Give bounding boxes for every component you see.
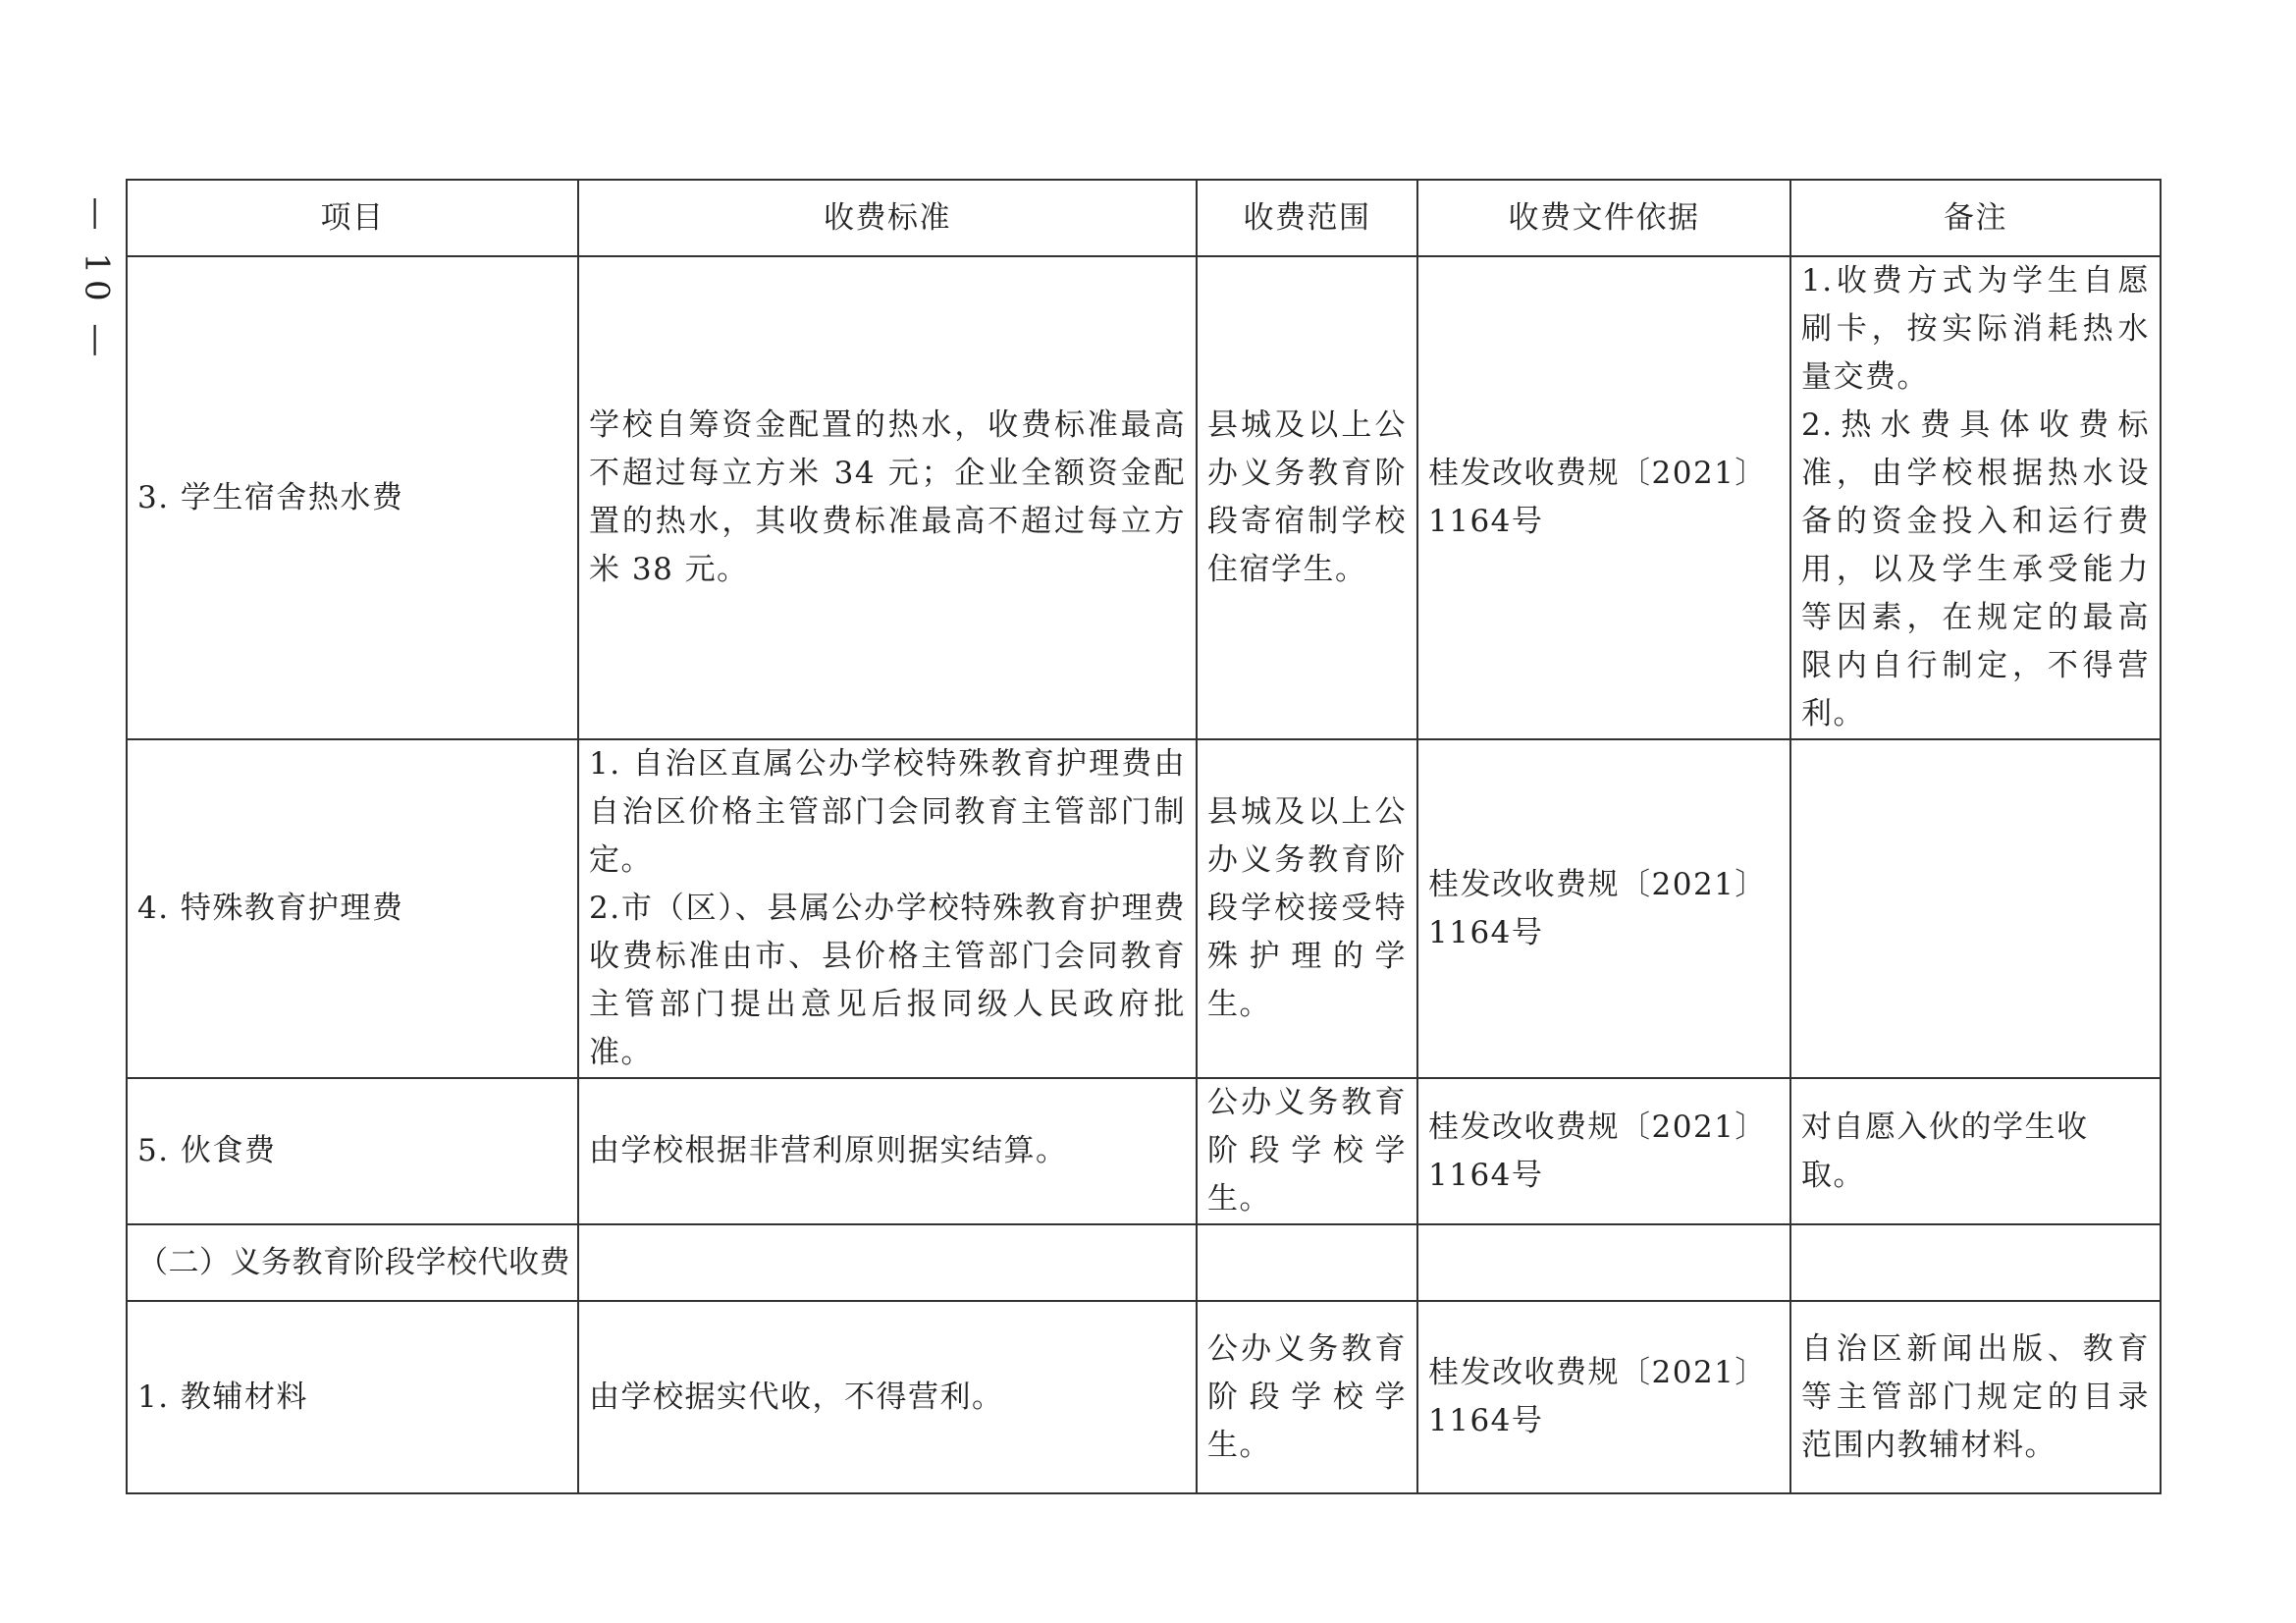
basis-cell: 桂发改收费规〔2021〕1164号 — [1417, 739, 1790, 1078]
header-remark: 备注 — [1790, 180, 2161, 256]
item-cell: 4. 特殊教育护理费 — [127, 739, 578, 1078]
scope-cell: 公办义务教育阶段学校学生。 — [1197, 1078, 1417, 1224]
standard-cell: 由学校根据非营利原则据实结算。 — [578, 1078, 1197, 1224]
item-cell: 1. 教辅材料 — [127, 1301, 578, 1493]
item-cell: 5. 伙食费 — [127, 1078, 578, 1224]
header-item: 项目 — [127, 180, 578, 256]
basis-cell: 桂发改收费规〔2021〕1164号 — [1417, 1301, 1790, 1493]
basis-cell: 桂发改收费规〔2021〕1164号 — [1417, 1078, 1790, 1224]
table-row — [127, 256, 2161, 739]
basis-cell: 桂发改收费规〔2021〕1164号 — [1417, 256, 1790, 739]
header-scope: 收费范围 — [1197, 180, 1417, 256]
remark-cell — [1790, 1224, 2161, 1301]
fee-table-header — [127, 180, 2161, 256]
remark-cell: 自治区新闻出版、教育等主管部门规定的目录范围内教辅材料。 — [1790, 1301, 2161, 1493]
remark-cell — [1790, 739, 2161, 1078]
table-row — [127, 1078, 2161, 1224]
remark-cell: 1.收费方式为学生自愿刷卡，按实际消耗热水量交费。 2.热水费具体收费标准，由学校根据热水设备的资金投入和运行费用，以及学生承受能力等因素，在规定的最高限内自行制定，不得营利。 — [1790, 256, 2161, 739]
page-number-text: — 10 — — [77, 196, 117, 363]
table-row — [127, 739, 2161, 1078]
scope-cell — [1197, 1224, 1417, 1301]
header-row — [127, 180, 2161, 256]
scope-cell: 县城及以上公办义务教育阶段寄宿制学校住宿学生。 — [1197, 256, 1417, 739]
item-cell: 3. 学生宿舍热水费 — [127, 256, 578, 739]
page-number — [77, 196, 117, 363]
section-row — [127, 1224, 2161, 1301]
scope-cell: 县城及以上公办义务教育阶段学校接受特殊护理的学生。 — [1197, 739, 1417, 1078]
scope-cell: 公办义务教育阶段学校学生。 — [1197, 1301, 1417, 1493]
basis-cell — [1417, 1224, 1790, 1301]
standard-cell: 1. 自治区直属公办学校特殊教育护理费由自治区价格主管部门会同教育主管部门制定。 2.市（区）、县属公办学校特殊教育护理费收费标准由市、县价格主管部门会同教育主管部门提出意见后报同级人民政府批准。 — [578, 739, 1197, 1078]
standard-cell: 学校自筹资金配置的热水，收费标准最高不超过每立方米 34 元；企业全额资金配置的热水，其收费标准最高不超过每立方米 38 元。 — [578, 256, 1197, 739]
fee-table — [126, 179, 2162, 1494]
table-row — [127, 1301, 2161, 1493]
header-standard: 收费标准 — [578, 180, 1197, 256]
standard-cell: 由学校据实代收，不得营利。 — [578, 1301, 1197, 1493]
standard-cell — [578, 1224, 1197, 1301]
remark-cell: 对自愿入伙的学生收取。 — [1790, 1078, 2161, 1224]
header-basis: 收费文件依据 — [1417, 180, 1790, 256]
section-title-cell: （二）义务教育阶段学校代收费 — [127, 1224, 578, 1301]
